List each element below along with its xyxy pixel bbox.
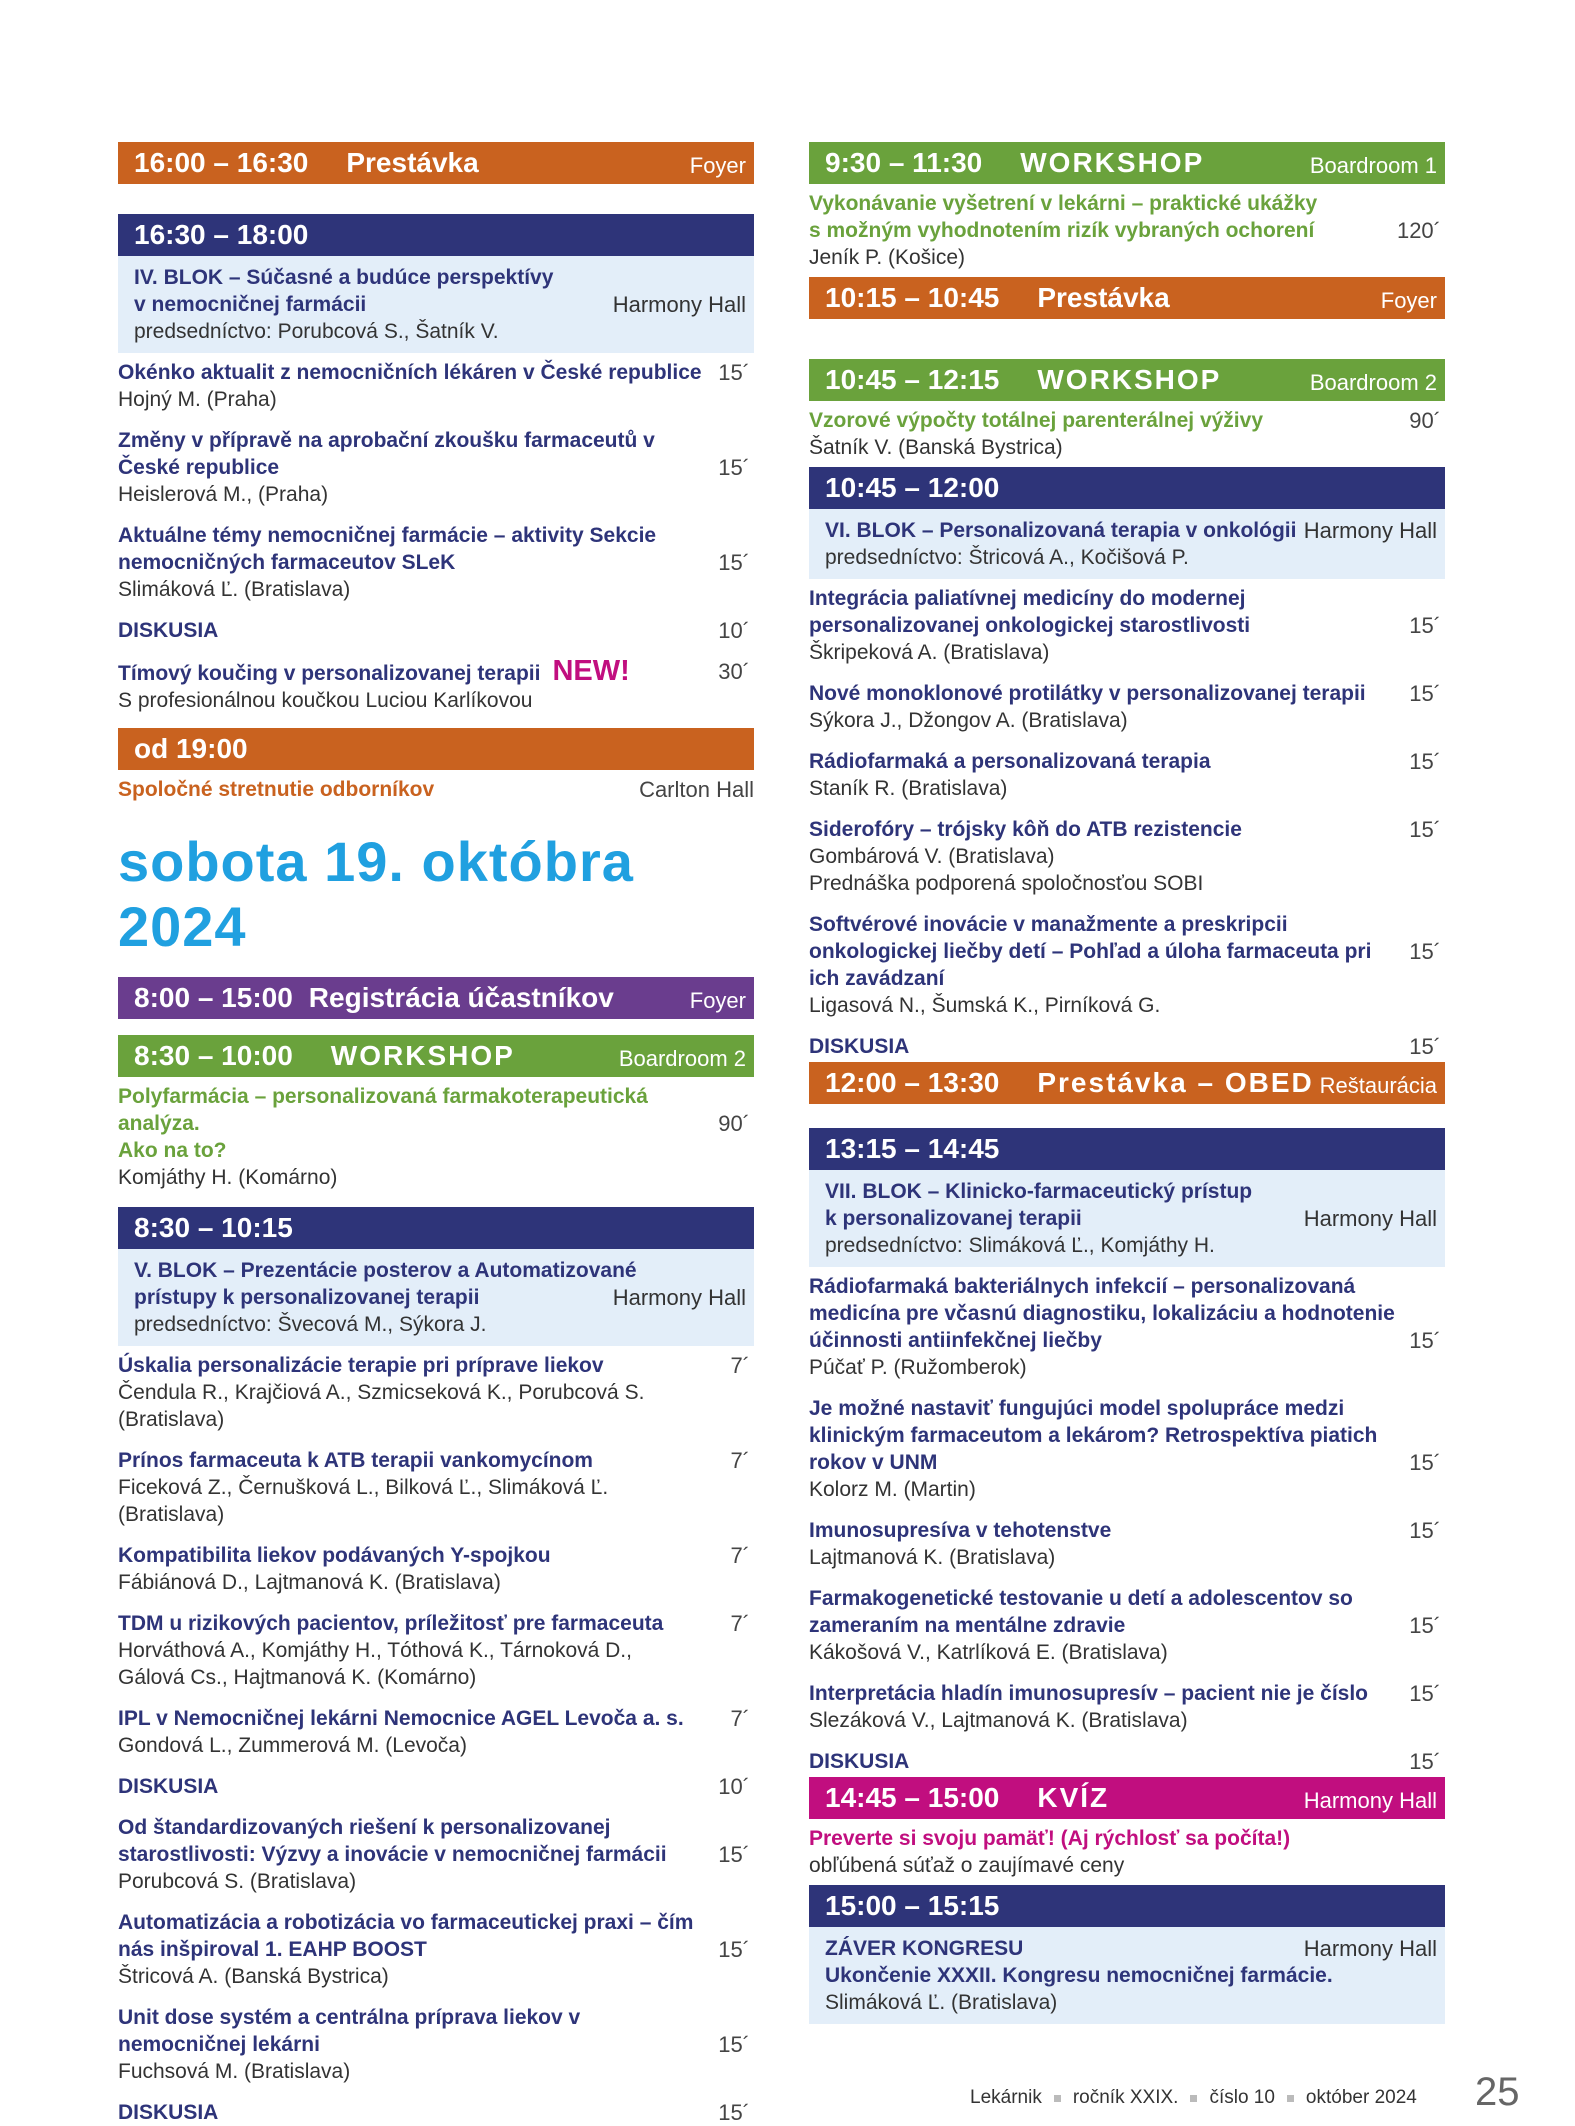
session-title: Prestávka (346, 147, 479, 178)
lecture-speaker: Ficeková Z., Černušková L., Bilková Ľ., Slimáková Ľ. (Bratislava) (118, 1476, 609, 1526)
workshop-duration: 120´ (1396, 218, 1441, 243)
lecture-speaker: S profesionálnou koučkou Luciou Karlíkovou (118, 689, 533, 712)
workshop-item (809, 190, 1445, 271)
blok-title: V. BLOK – Prezentácie posterov a Automatizované (134, 1259, 637, 1282)
workshop-item (809, 407, 1445, 461)
event-title: Spoločné stretnutie odborníkov (118, 778, 435, 801)
workshop-title: Vzorové výpočty totálnej parenterálnej výživy (809, 409, 1264, 432)
event-room: Carlton Hall (639, 777, 754, 802)
lecture-speaker: Kákošová V., Katrlíková E. (Bratislava) (809, 1641, 1168, 1664)
discussion-title: DISKUSIA (118, 1775, 219, 1798)
lecture-item (809, 1585, 1445, 1666)
discussion-item (118, 1773, 754, 1800)
blok-chair: predsedníctvo: Švecová M., Sýkora J. (134, 1313, 487, 1336)
break-header (809, 277, 1445, 319)
blok-title-cont: prístupy k personalizovanej terapii (134, 1286, 480, 1309)
lecture-item (118, 655, 754, 714)
lecture-speaker: Lajtmanová K. (Bratislava) (809, 1546, 1056, 1569)
blok-title-cont: v nemocničnej farmácii (134, 293, 367, 316)
left-column (118, 142, 754, 2126)
lecture-title: Změny v přípravě na aprobační zkoušku farmaceutů v České republice (118, 429, 655, 479)
closing-speaker: Slimáková Ľ. (Bratislava) (825, 1991, 1058, 2014)
blok-box (118, 256, 754, 353)
separator-square-icon (1054, 2095, 1061, 2102)
lecture-item (809, 816, 1445, 897)
session-time: 10:15 – 10:45 (825, 282, 1000, 313)
blok-title: VI. BLOK – Personalizovaná terapia v onkológii (825, 519, 1297, 542)
lecture-title: Prínos farmaceuta k ATB terapii vankomycínom (118, 1449, 593, 1472)
lecture-title: Nové monoklonové protilátky v personalizovanej terapii (809, 682, 1366, 705)
lecture-item (809, 1680, 1445, 1734)
lecture-speaker: Škripeková A. (Bratislava) (809, 641, 1050, 664)
session-header (809, 1128, 1445, 1170)
lecture-duration: 10´ (718, 1774, 750, 1799)
session-room: Foyer (689, 153, 746, 178)
blok-title-cont: k personalizovanej terapii (825, 1207, 1082, 1230)
lecture-title: Integrácia paliatívnej medicíny do modernej personalizovanej onkologickej starostlivosti (809, 587, 1251, 637)
lecture-duration: 15´ (1409, 1681, 1441, 1706)
discussion-title: DISKUSIA (118, 2101, 219, 2124)
lecture-duration: 15´ (718, 1937, 750, 1962)
lecture-item (809, 680, 1445, 734)
session-time: 12:00 – 13:30 (825, 1067, 1000, 1098)
lecture-item (809, 585, 1445, 666)
lecture-title: Imunosupresíva v tehotenstve (809, 1519, 1112, 1542)
lecture-duration: 15´ (718, 2032, 750, 2057)
lecture-speaker: Heislerová M., (Praha) (118, 483, 329, 506)
lecture-speaker: Hojný M. (Praha) (118, 388, 277, 411)
session-time: 8:30 – 10:15 (134, 1212, 293, 1243)
blok-room: Harmony Hall (612, 1285, 746, 1310)
blok-room: Harmony Hall (612, 292, 746, 317)
quiz-description: obľúbená súťaž o zaujímavé ceny (809, 1854, 1125, 1877)
lecture-duration: 10´ (718, 618, 750, 643)
lecture-title: Okénko aktualit z nemocničních lékáren v České republice (118, 361, 702, 384)
session-room: Boardroom 1 (1309, 153, 1437, 178)
session-room: Foyer (689, 988, 746, 1013)
lecture-item (118, 1352, 754, 1433)
lecture-speaker: Sýkora J., Džongov A. (Bratislava) (809, 709, 1128, 732)
workshop-header (118, 1035, 754, 1077)
closing-title: ZÁVER KONGRESU (825, 1937, 1024, 1960)
lecture-duration: 15´ (718, 455, 750, 480)
lecture-title: Automatizácia a robotizácia vo farmaceutickej praxi – čím nás inšpiroval 1. EAHP BOOST (118, 1911, 694, 1961)
registration-header (118, 977, 754, 1019)
session-title: Prestávka (1037, 282, 1170, 313)
discussion-title: DISKUSIA (809, 1035, 910, 1058)
lecture-item (809, 1517, 1445, 1571)
lecture-duration: 15´ (1409, 1613, 1441, 1638)
session-time: 10:45 – 12:00 (825, 472, 1000, 503)
lecture-speaker: Horváthová A., Komjáthy H., Tóthová K., Tárnoková D., Gálová Cs., Hajtmanová K. (Komárno) (118, 1639, 632, 1689)
lecture-duration: 7´ (730, 1611, 750, 1636)
lecture-item (809, 1273, 1445, 1381)
lecture-speaker: Porubcová S. (Bratislava) (118, 1870, 357, 1893)
workshop-title-cont: Ako na to? (118, 1139, 227, 1162)
session-time: 14:45 – 15:00 (825, 1782, 1000, 1813)
event-item (118, 776, 754, 803)
lecture-duration: 7´ (730, 1543, 750, 1568)
lecture-title: Rádiofarmaká a personalizovaná terapia (809, 750, 1211, 773)
blok-title: IV. BLOK – Súčasné a budúce perspektívy (134, 266, 554, 289)
lecture-item (118, 1909, 754, 1990)
page-footer (970, 2087, 1417, 2109)
journal-issue: číslo 10 (1209, 2087, 1275, 2108)
session-time: 15:00 – 15:15 (825, 1890, 1000, 1921)
blok-title: VII. BLOK – Klinicko-farmaceutický prístup (825, 1180, 1253, 1203)
lecture-title: Unit dose systém a centrálna príprava liekov v nemocničnej lekárni (118, 2006, 581, 2056)
lecture-speaker: Staník R. (Bratislava) (809, 777, 1008, 800)
lecture-title: Úskalia personalizácie terapie pri príprave liekov (118, 1354, 604, 1377)
journal-name: Lekárnik (970, 2087, 1042, 2108)
lecture-speaker: Gombárová V. (Bratislava) (809, 845, 1055, 868)
session-room: Reštaurácia (1319, 1073, 1437, 1098)
lecture-speaker: Štricová A. (Banská Bystrica) (118, 1965, 389, 1988)
lecture-duration: 15´ (718, 360, 750, 385)
blok-chair: predsedníctvo: Porubcová S., Šatník V. (134, 320, 499, 343)
separator-square-icon (1190, 2095, 1197, 2102)
lecture-item (118, 2004, 754, 2085)
session-header (809, 1885, 1445, 1927)
session-time: 9:30 – 11:30 (825, 147, 983, 178)
lecture-sponsor-note: Prednáška podporená spoločnosťou SOBI (809, 872, 1204, 895)
blok-box (809, 1170, 1445, 1267)
discussion-item (118, 617, 754, 644)
lecture-duration: 15´ (1409, 681, 1441, 706)
lecture-duration: 15´ (718, 550, 750, 575)
evening-header (118, 728, 754, 770)
lecture-title: Od štandardizovaných riešení k personalizovanej starostlivosti: Výzvy a inovácie v nemocničnej farmácii (118, 1816, 667, 1866)
lecture-title: Aktuálne témy nemocničnej farmácie – aktivity Sekcie nemocničných farmaceutov SLeK (118, 524, 657, 574)
lecture-item (118, 1610, 754, 1691)
session-header (118, 1207, 754, 1249)
lecture-title: Rádiofarmaká bakteriálnych infekcií – personalizovaná medicína pre včasnú diagnostiku, lokalizáciu a hodnotenie účinnosti antiinfekčnej liečby (809, 1275, 1395, 1352)
session-title: KVÍZ (1037, 1782, 1110, 1813)
blok-box (118, 1249, 754, 1346)
session-title: Registrácia účastníkov (308, 982, 614, 1013)
lecture-duration: 7´ (730, 1353, 750, 1378)
lecture-duration: 15´ (1409, 1328, 1441, 1353)
lecture-duration: 7´ (730, 1448, 750, 1473)
workshop-title: Vykonávanie vyšetrení v lekárni – praktické ukážky (809, 192, 1318, 215)
lecture-speaker: Ligasová N., Šumská K., Pirníková G. (809, 994, 1161, 1017)
session-time: 16:30 – 18:00 (134, 219, 309, 250)
lecture-duration: 15´ (1409, 817, 1441, 842)
lecture-item (118, 427, 754, 508)
session-time: 8:30 – 10:00 (134, 1040, 293, 1071)
lecture-duration: 7´ (730, 1706, 750, 1731)
session-time: od 19:00 (134, 733, 248, 764)
session-room: Foyer (1380, 288, 1437, 313)
discussion-item (809, 1033, 1445, 1060)
discussion-title: DISKUSIA (118, 619, 219, 642)
lecture-duration: 15´ (1409, 1518, 1441, 1543)
journal-volume: ročník XXIX. (1072, 2087, 1179, 2108)
discussion-title: DISKUSIA (809, 1750, 910, 1773)
lecture-speaker: Gondová L., Zummerová M. (Levoča) (118, 1734, 467, 1757)
blok-chair: predsedníctvo: Štricová A., Kočišová P. (825, 546, 1189, 569)
closing-box (809, 1927, 1445, 2024)
lecture-speaker: Čendula R., Krajčiová A., Szmicseková K., Porubcová S. (Bratislava) (118, 1381, 645, 1431)
workshop-speaker: Komjáthy H. (Komárno) (118, 1166, 338, 1189)
session-header (809, 467, 1445, 509)
workshop-title-cont: s možným vyhodnotením rizík vybraných ochorení (809, 219, 1315, 242)
session-time: 16:00 – 16:30 (134, 147, 309, 178)
lecture-speaker: Fábiánová D., Lajtmanová K. (Bratislava) (118, 1571, 501, 1594)
lecture-item (118, 359, 754, 413)
session-time: 13:15 – 14:45 (825, 1133, 1000, 1164)
session-room: Boardroom 2 (1309, 370, 1437, 395)
lecture-title: IPL v Nemocničnej lekárni Nemocnice AGEL Levoča a. s. (118, 1707, 684, 1730)
session-title: Prestávka – OBED (1037, 1067, 1314, 1098)
session-room: Harmony Hall (1303, 1788, 1437, 1813)
lecture-duration: 15´ (1409, 1450, 1441, 1475)
session-title: WORKSHOP (330, 1040, 515, 1071)
lecture-speaker: Slimáková Ľ. (Bratislava) (118, 578, 351, 601)
workshop-header (809, 359, 1445, 401)
right-column (809, 142, 1445, 2024)
separator-square-icon (1287, 2095, 1294, 2102)
discussion-item (809, 1748, 1445, 1775)
lecture-item (809, 1395, 1445, 1503)
lecture-title: Softvérové inovácie v manažmente a preskripcii onkologickej liečby detí – Pohľad a úloha farmaceuta pri ich zavádzaní (809, 913, 1372, 990)
lecture-item (809, 748, 1445, 802)
lecture-duration: 15´ (718, 2100, 750, 2125)
journal-date: október 2024 (1305, 2087, 1417, 2108)
session-title: WORKSHOP (1037, 364, 1222, 395)
workshop-item (118, 1083, 754, 1191)
page-number: 25 (1475, 2070, 1520, 2114)
closing-room: Harmony Hall (1303, 1936, 1437, 1961)
workshop-header (809, 142, 1445, 184)
lecture-title: Tímový koučing v personalizovanej terapii (118, 662, 541, 685)
lecture-title: Je možné nastaviť fungujúci model spolupráce medzi klinickým farmaceutom a lekárom? Retrospektíva piatich rokov v UNM (809, 1397, 1378, 1474)
session-time: 8:00 – 15:00 (134, 982, 293, 1013)
lecture-title: Farmakogenetické testovanie u detí a adolescentov so zameraním na mentálne zdravie (809, 1587, 1353, 1637)
closing-subtitle: Ukončenie XXXII. Kongresu nemocničnej farmácie. (825, 1964, 1333, 1987)
blok-room: Harmony Hall (1303, 518, 1437, 543)
lecture-duration: 15´ (1409, 1749, 1441, 1774)
lecture-duration: 30´ (718, 659, 750, 684)
day-heading: sobota 19. októbra 2024 (118, 830, 634, 958)
new-badge: NEW! (552, 655, 630, 687)
lecture-speaker: Kolorz M. (Martin) (809, 1478, 976, 1501)
lecture-duration: 15´ (718, 1842, 750, 1867)
blok-room: Harmony Hall (1303, 1206, 1437, 1231)
quiz-item (809, 1825, 1445, 1879)
lecture-item (118, 1447, 754, 1528)
session-room: Boardroom 2 (618, 1046, 746, 1071)
session-title: WORKSHOP (1020, 147, 1205, 178)
lunch-header (809, 1062, 1445, 1104)
lecture-duration: 15´ (1409, 1034, 1441, 1059)
lecture-title: Interpretácia hladín imunosupresív – pacient nie je číslo (809, 1682, 1369, 1705)
session-header (118, 214, 754, 256)
blok-box (809, 509, 1445, 579)
discussion-item (118, 2099, 754, 2126)
lecture-item (118, 1542, 754, 1596)
workshop-duration: 90´ (1409, 408, 1441, 433)
workshop-title: Polyfarmácia – personalizovaná farmakoterapeutická analýza. (118, 1085, 648, 1135)
lecture-title: TDM u rizikových pacientov, príležitosť pre farmaceuta (118, 1612, 664, 1635)
lecture-duration: 15´ (1409, 939, 1441, 964)
break-header (118, 142, 754, 184)
quiz-header (809, 1777, 1445, 1819)
lecture-speaker: Fuchsová M. (Bratislava) (118, 2060, 351, 2083)
lecture-item (118, 1814, 754, 1895)
lecture-item (809, 911, 1445, 1019)
quiz-title: Preverte si svoju pamäť! (Aj rýchlosť sa počíta!) (809, 1827, 1291, 1850)
lecture-duration: 15´ (1409, 749, 1441, 774)
lecture-title: Kompatibilita liekov podávaných Y-spojkou (118, 1544, 551, 1567)
workshop-duration: 90´ (718, 1111, 750, 1136)
workshop-speaker: Jeník P. (Košice) (809, 246, 966, 269)
lecture-speaker: Púčať P. (Ružomberok) (809, 1356, 1027, 1379)
lecture-item (118, 1705, 754, 1759)
lecture-duration: 15´ (1409, 613, 1441, 638)
lecture-item (118, 522, 754, 603)
lecture-speaker: Slezáková V., Lajtmanová K. (Bratislava) (809, 1709, 1188, 1732)
session-time: 10:45 – 12:15 (825, 364, 1000, 395)
blok-chair: predsedníctvo: Slimáková Ľ., Komjáthy H. (825, 1234, 1215, 1257)
workshop-speaker: Šatník V. (Banská Bystrica) (809, 436, 1063, 459)
lecture-title: Siderofóry – trójsky kôň do ATB rezistencie (809, 818, 1242, 841)
